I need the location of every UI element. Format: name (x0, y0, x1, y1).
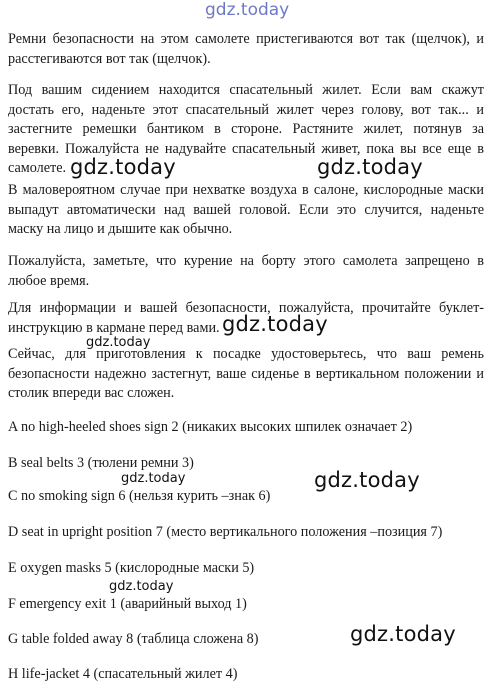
watermark: gdz.today (222, 312, 328, 336)
watermark: gdz.today (317, 155, 423, 179)
watermark: gdz.today (70, 155, 176, 179)
paragraph-no-smoking: Пожалуйста, заметьте, что курение на борту этого самолета запрещено в любое время. (8, 253, 484, 289)
answer-item: A no high-heeled shoes sign 2 (никаких высоких шпилек означает 2) (8, 419, 413, 435)
answer-item: H life-jacket 4 (спасательный жилет 4) (8, 666, 238, 682)
watermark: gdz.today (86, 335, 151, 350)
paragraph-seat-belts: Ремни безопасности на этом самолете пристегиваются вот так (щелчок), и расстегиваются вот так (щелчок). (8, 31, 484, 67)
watermark: gdz.today (350, 622, 456, 646)
watermark: gdz.today (314, 468, 420, 492)
paragraph-life-jacket: Под вашим сидением находится спасательный жилет. Если вам скажут достать его, наденьте этот спасательный жилет через голову, вот так... и застегните ремешки бантиком в стороне. Растяните жилет, потянув за веревки. Пожалуйста не надувайте спасательный живет, пока вы все еще в самолете. (8, 82, 484, 177)
paragraph-oxygen-masks: В маловероятном случае при нехватке воздуха в салоне, кислородные маски выпадут автоматически над вашей головой. Если это случится, наденьте маску на лицо и дышите как обычно. (8, 182, 484, 238)
watermark: gdz.today (109, 579, 174, 594)
answer-item: C no smoking sign 6 (нельзя курить –знак 6) (8, 488, 271, 504)
answer-item: G table folded away 8 (таблица сложена 8) (8, 631, 259, 647)
paragraph-safety-booklet: Для информации и вашей безопасности, пожалуйста, прочитайте буклет-инструкцию в кармане перед вами. (8, 300, 484, 336)
answer-item: B seal belts 3 (тюлени ремни 3) (8, 455, 194, 471)
answer-item: E oxygen masks 5 (кислородные маски 5) (8, 560, 255, 576)
paragraph-landing-preparation: Сейчас, для приготовления к посадке удостоверьтесь, что ваш ремень безопасности надежно застегнут, ваше сиденье в вертикальном положении и столик впереди вас сложен. (8, 346, 484, 402)
answer-item: F emergency exit 1 (аварийный выход 1) (8, 596, 247, 612)
watermark: gdz.today (121, 471, 186, 486)
watermark-top: gdz.today (205, 0, 290, 20)
answer-item: D seat in upright position 7 (место вертикального положения –позиция 7) (8, 524, 443, 540)
